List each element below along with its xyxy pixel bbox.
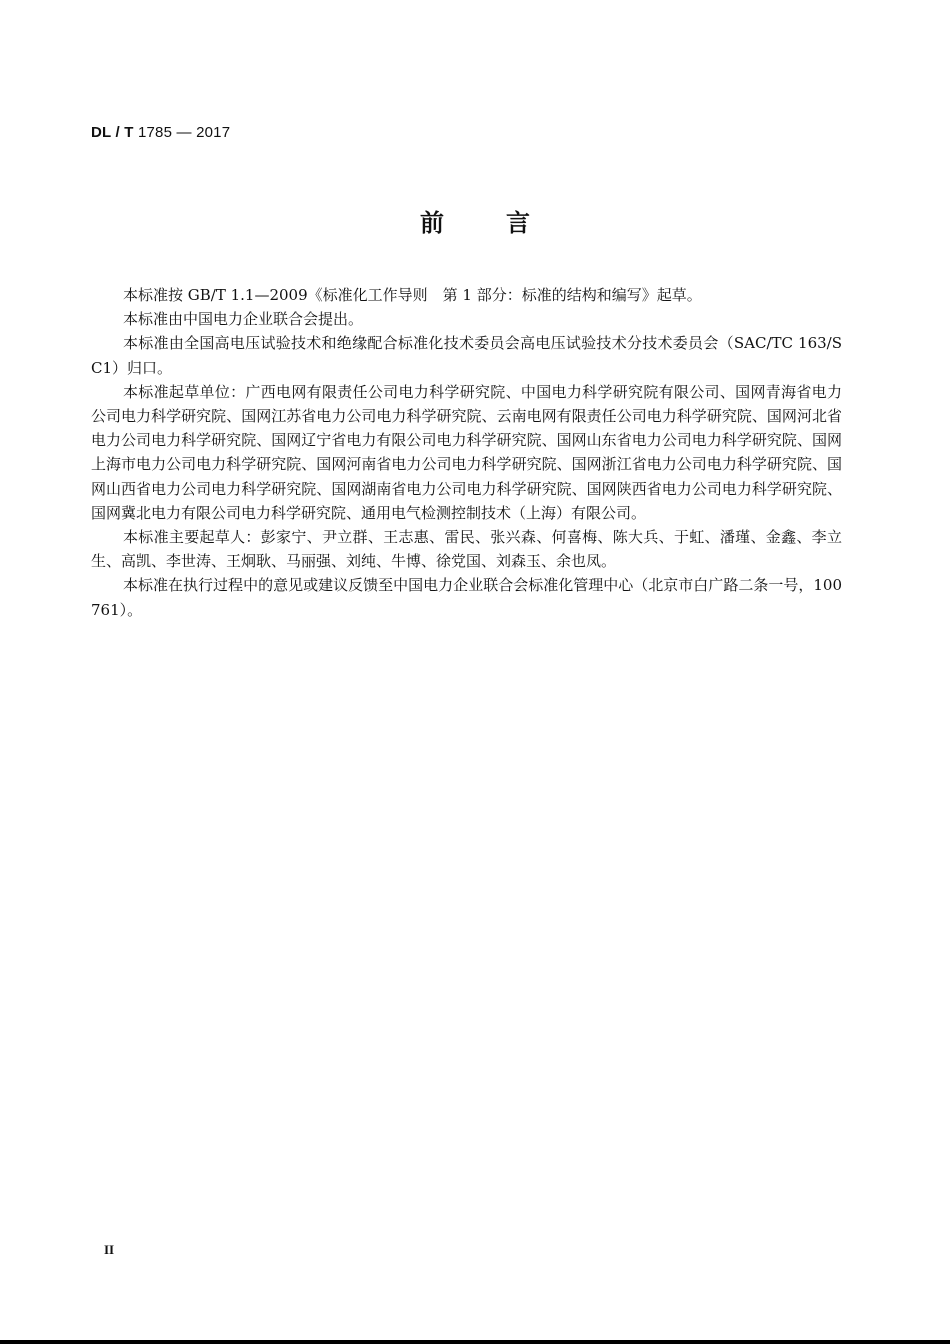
page-number: II — [104, 1242, 115, 1257]
standard-number: 1785 — 2017 — [137, 124, 231, 141]
bottom-rule — [0, 1340, 950, 1344]
page-title: 前言 — [420, 209, 592, 237]
paragraph-drafting-units: 本标准起草单位：广西电网有限责任公司电力科学研究院、中国电力科学研究院有限公司、国网青海省电力公司电力科学研究院、国网江苏省电力公司电力科学研究院、云南电网有限责任公司电力科学研究院、国网河北省电力公司电力科学研究院、国网辽宁省电力有限公司电力科学研究院、国网山东省电力公司电力科学研究院、国网上海市电力公司电力科学研究院、国网河南省电力公司电力科学研究院、国网浙江省电力公司电力科学研究院、国网山西省电力公司电力科学研究院、国网湖南省电力公司电力科学研究院、国网陕西省电力公司电力科学研究院、国网冀北电力有限公司电力科学研究院、通用电气检测控制技术（上海）有限公司。 — [91, 382, 842, 522]
paragraph-proposer: 本标准由中国电力企业联合会提出。 — [123, 310, 364, 329]
paragraph-feedback: 本标准在执行过程中的意见或建议反馈至中国电力企业联合会标准化管理中心（北京市白广路二条一号，100761）。 — [91, 576, 842, 619]
foreword-body — [91, 283, 842, 622]
page-header — [91, 124, 230, 141]
paragraph-main-drafters: 本标准主要起草人：彭家宁、尹立群、王志惠、雷民、张兴森、何喜梅、陈大兵、于虹、潘瑾、金鑫、李立生、高凯、李世涛、王炯耿、马丽强、刘纯、牛博、徐党国、刘森玉、余也凤。 — [91, 528, 842, 571]
standard-prefix: DL / T — [91, 124, 134, 141]
paragraph-drafting-basis: 本标准按 GB/T 1.1—2009《标准化工作导则 第 1 部分：标准的结构和编写》起草。 — [123, 286, 702, 304]
paragraph-centralized-unit: 本标准由全国高电压试验技术和绝缘配合标准化技术委员会高电压试验技术分技术委员会（SAC/TC 163/SC1）归口。 — [91, 334, 842, 377]
